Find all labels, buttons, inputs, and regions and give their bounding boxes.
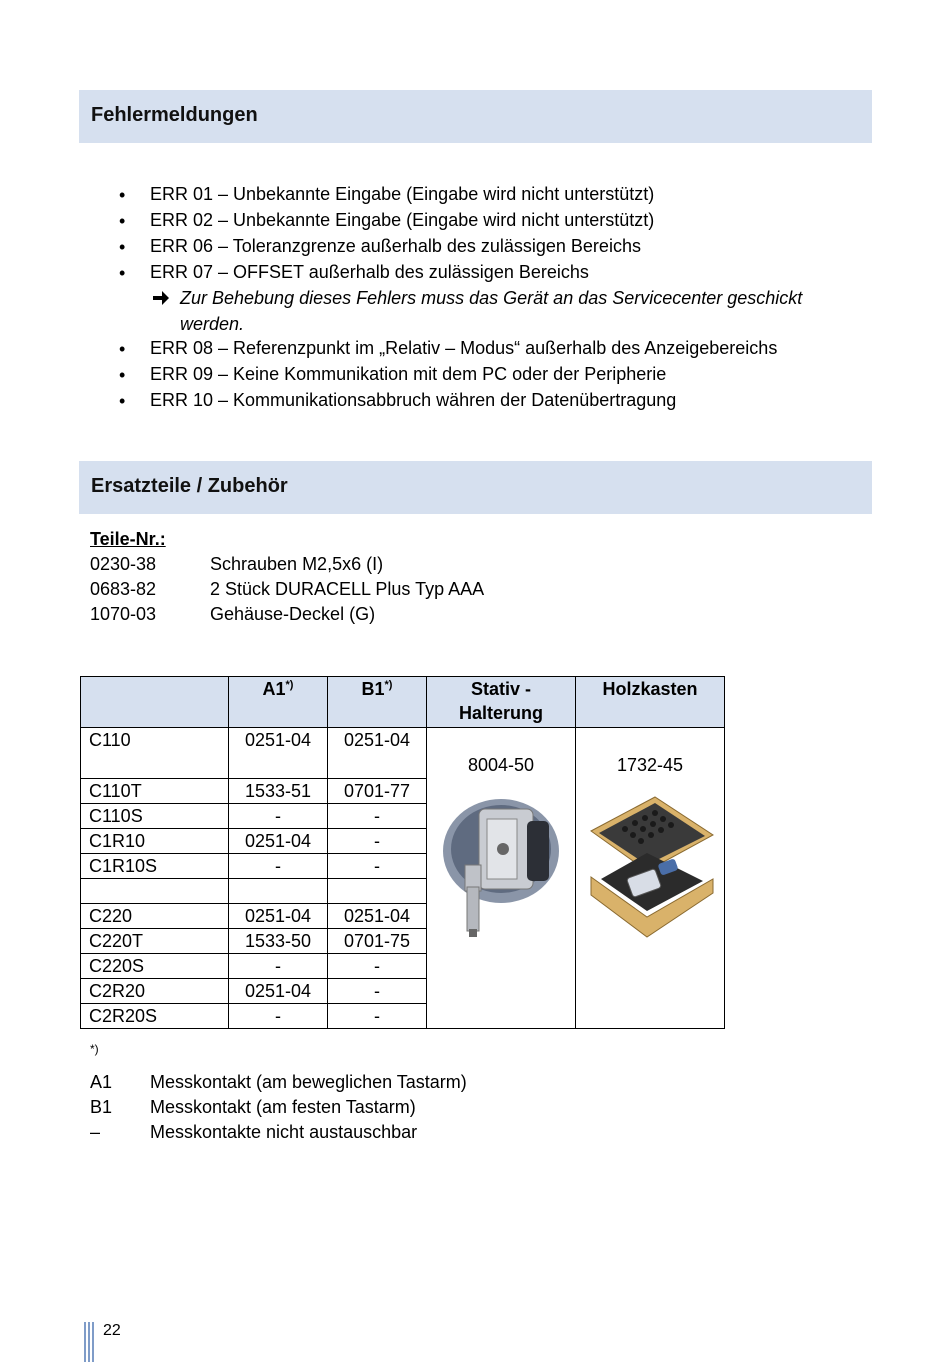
table-row: C220 0251-04 0251-04	[81, 904, 725, 929]
table-row: C2R20S - -	[81, 1004, 725, 1029]
bullet-icon: •	[119, 263, 126, 283]
footnote-marker: *)	[90, 1042, 99, 1056]
bullet-icon: •	[119, 339, 126, 359]
holzkasten-value: 1732-45	[616, 755, 684, 775]
header-a1: A1*)	[229, 677, 328, 728]
section-title: Fehlermeldungen	[91, 104, 258, 126]
section-header-ersatzteile	[79, 461, 872, 514]
bullet-icon: •	[119, 185, 126, 205]
table-row: C2R20 0251-04 -	[81, 979, 725, 1004]
table-row: C110T 1533-51 0701-77	[81, 779, 725, 804]
accessories-table	[80, 676, 725, 1029]
header-holzkasten: Holzkasten	[576, 677, 725, 728]
header-empty	[81, 677, 229, 728]
table-row: C110 0251-04 0251-04 8004-50 1732-45	[81, 728, 725, 779]
holzkasten-cell	[576, 728, 725, 1029]
stativ-cell	[427, 728, 576, 1029]
table-row: C110S - -	[81, 804, 725, 829]
page-number: 22	[103, 1322, 121, 1339]
header-b1: B1*)	[328, 677, 427, 728]
table-header-row	[81, 677, 725, 728]
bullet-icon: •	[119, 237, 126, 257]
stativ-value: 8004-50	[467, 755, 535, 775]
bullet-icon: •	[119, 365, 126, 385]
table-row: C220T 1533-50 0701-75	[81, 929, 725, 954]
parts-heading: Teile-Nr.:	[90, 529, 166, 549]
bullet-icon: •	[119, 211, 126, 231]
arrow-right-icon	[152, 285, 170, 314]
table-row: C1R10 0251-04 -	[81, 829, 725, 854]
note	[152, 285, 832, 337]
note-text: Zur Behebung dieses Fehlers muss das Gerät an das Servicecenter geschickt werden.	[180, 288, 803, 334]
stand-holder-image	[439, 791, 563, 941]
section-title: Ersatzteile / Zubehör	[91, 475, 288, 497]
section-header-fehlermeldungen	[79, 90, 872, 143]
table-row: C1R10S - -	[81, 854, 725, 879]
bullet-icon: •	[119, 391, 126, 411]
page-bar-icon	[84, 1322, 96, 1362]
table-row: C220S - -	[81, 954, 725, 979]
header-stativ: Stativ - Halterung	[427, 677, 576, 728]
wooden-case-image	[585, 791, 715, 941]
